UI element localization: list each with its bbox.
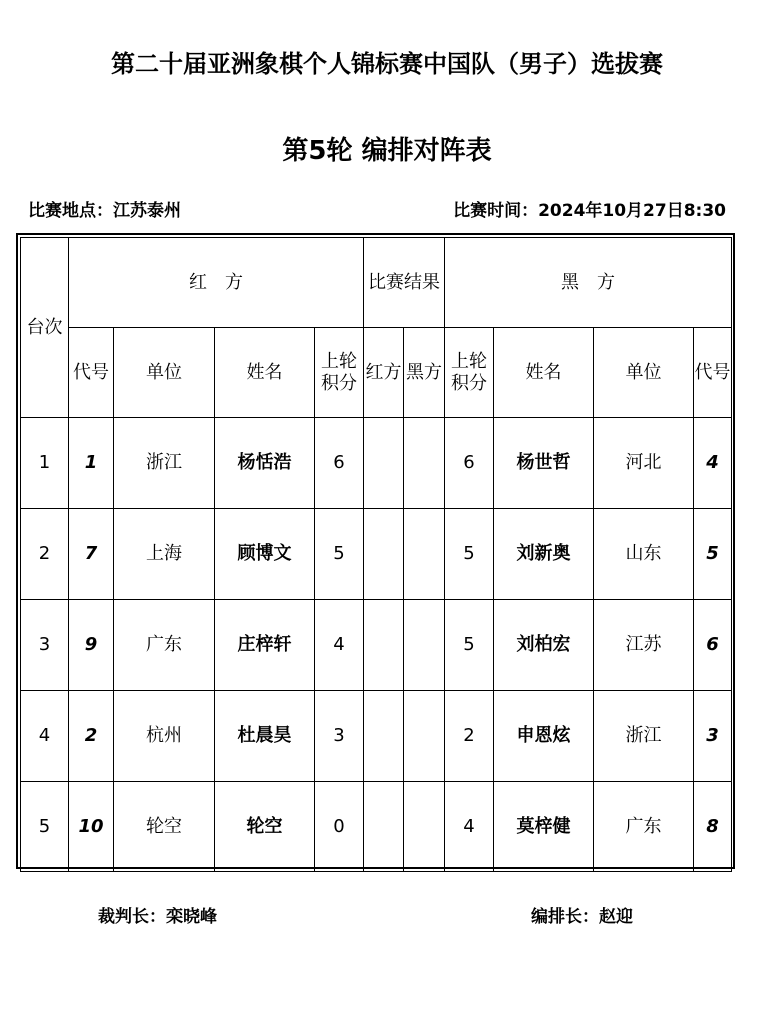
table-number: 3	[21, 600, 69, 691]
black-player-name: 杨世哲	[494, 418, 594, 509]
black-prev-score: 6	[445, 418, 494, 509]
black-unit: 广东	[594, 782, 694, 872]
round-subtitle: 第5轮 编排对阵表	[282, 136, 492, 166]
pairing-table-frame	[16, 233, 735, 869]
table-number: 4	[21, 691, 69, 782]
header-result: 比赛结果	[364, 238, 445, 328]
red-player-name: 杜晨昊	[215, 691, 315, 782]
black-prev-score: 4	[445, 782, 494, 872]
black-result-cell	[404, 509, 445, 600]
chief-referee: 裁判长：栾晓峰	[98, 907, 217, 927]
red-player-name: 轮空	[215, 782, 315, 872]
red-code: 2	[69, 691, 114, 782]
black-unit: 河北	[594, 418, 694, 509]
black-result-cell	[404, 600, 445, 691]
red-unit: 轮空	[114, 782, 215, 872]
black-code: 4	[694, 418, 732, 509]
black-result-cell	[404, 691, 445, 782]
table-row	[21, 600, 732, 691]
red-unit: 广东	[114, 600, 215, 691]
red-unit: 浙江	[114, 418, 215, 509]
red-result-cell	[364, 509, 404, 600]
black-result-cell	[404, 782, 445, 872]
header-black-score-line2: 积分	[451, 372, 487, 394]
red-code: 7	[69, 509, 114, 600]
red-result-cell	[364, 691, 404, 782]
header-table-no: 台次	[21, 238, 69, 418]
black-code: 6	[694, 600, 732, 691]
header-red-score-line1: 上轮	[321, 350, 357, 372]
match-time: 比赛时间：2024年10月27日8:30	[453, 201, 726, 221]
header-black-name: 姓名	[494, 328, 594, 418]
red-unit: 上海	[114, 509, 215, 600]
page-title: 第二十届亚洲象棋个人锦标赛中国队（男子）选拔赛	[111, 50, 663, 78]
table-number: 2	[21, 509, 69, 600]
table-number: 5	[21, 782, 69, 872]
header-red-score	[315, 328, 364, 418]
header-black-score-line1: 上轮	[451, 350, 487, 372]
red-unit: 杭州	[114, 691, 215, 782]
black-player-name: 莫梓健	[494, 782, 594, 872]
red-code: 9	[69, 600, 114, 691]
black-prev-score: 5	[445, 509, 494, 600]
header-black-side: 黑 方	[445, 238, 732, 328]
red-result-cell	[364, 782, 404, 872]
table-row	[21, 418, 732, 509]
header-red-result: 红方	[364, 328, 404, 418]
red-player-name: 杨恬浩	[215, 418, 315, 509]
header-black-unit: 单位	[594, 328, 694, 418]
black-unit: 山东	[594, 509, 694, 600]
header-red-unit: 单位	[114, 328, 215, 418]
chief-arranger: 编排长：赵迎	[531, 907, 633, 927]
red-code: 10	[69, 782, 114, 872]
red-result-cell	[364, 418, 404, 509]
pairing-table	[20, 237, 732, 872]
header-red-name: 姓名	[215, 328, 315, 418]
red-prev-score: 0	[315, 782, 364, 872]
table-row	[21, 691, 732, 782]
black-player-name: 刘柏宏	[494, 600, 594, 691]
black-player-name: 申恩炫	[494, 691, 594, 782]
header-black-code: 代号	[694, 328, 732, 418]
header-red-side: 红 方	[69, 238, 364, 328]
red-prev-score: 5	[315, 509, 364, 600]
header-red-code: 代号	[69, 328, 114, 418]
table-row	[21, 509, 732, 600]
black-prev-score: 2	[445, 691, 494, 782]
red-code: 1	[69, 418, 114, 509]
black-prev-score: 5	[445, 600, 494, 691]
black-unit: 浙江	[594, 691, 694, 782]
black-result-cell	[404, 418, 445, 509]
red-result-cell	[364, 600, 404, 691]
red-prev-score: 6	[315, 418, 364, 509]
black-unit: 江苏	[594, 600, 694, 691]
table-number: 1	[21, 418, 69, 509]
table-row	[21, 782, 732, 872]
red-prev-score: 3	[315, 691, 364, 782]
header-black-result: 黑方	[404, 328, 445, 418]
red-player-name: 顾博文	[215, 509, 315, 600]
black-code: 8	[694, 782, 732, 872]
match-location: 比赛地点：江苏泰州	[28, 201, 181, 221]
black-code: 3	[694, 691, 732, 782]
header-black-score	[445, 328, 494, 418]
header-red-score-line2: 积分	[321, 372, 357, 394]
red-player-name: 庄梓轩	[215, 600, 315, 691]
red-prev-score: 4	[315, 600, 364, 691]
black-code: 5	[694, 509, 732, 600]
black-player-name: 刘新奥	[494, 509, 594, 600]
